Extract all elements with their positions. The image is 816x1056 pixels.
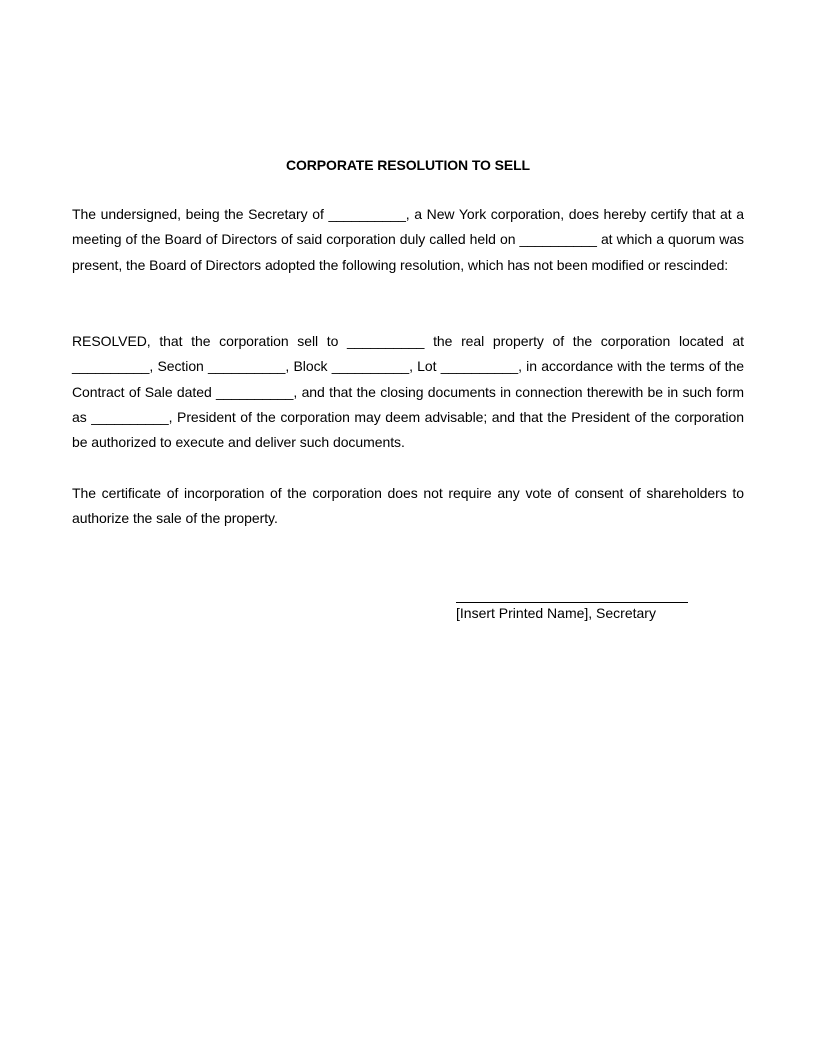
signature-line	[456, 602, 688, 603]
certification-paragraph: The undersigned, being the Secretary of __________, a New York corporation, does hereby certify that at a meeting of the Board of Directors of said corporation duly called held on __________ at which a quorum was present, the Board of Directors adopted the following resolution, which has not been modified or rescinded:	[72, 206, 744, 273]
shareholder-consent-paragraph: The certificate of incorporation of the corporation does not require any vote of consent of shareholders to authorize the sale of the property.	[72, 485, 744, 527]
document-title: CORPORATE RESOLUTION TO SELL	[285, 157, 531, 173]
signature-label: [Insert Printed Name], Secretary	[456, 605, 656, 621]
resolution-paragraph: RESOLVED, that the corporation sell to __________ the real property of the corporation located at __________, Section __________, Block __________, Lot __________, in accordance with the terms of the Contract of Sale dated __________, and that the closing documents in connection therewith be in such form as __________, President of the corporation may deem advisable; and that the President of the corporation be authorized to execute and deliver such documents.	[72, 333, 744, 451]
